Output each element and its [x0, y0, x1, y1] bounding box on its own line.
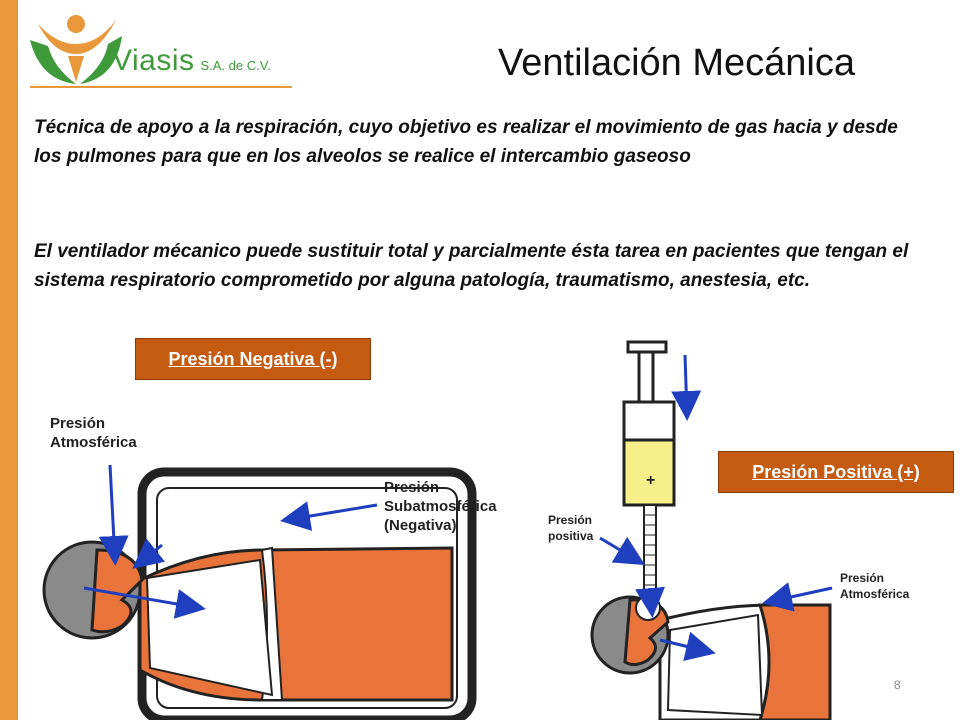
atm-pressure-label-1: Presión	[840, 571, 885, 585]
logo-wordmark	[112, 44, 271, 78]
syringe-tube	[644, 505, 656, 600]
negative-pressure-text: Presión Negativa (-)	[168, 348, 338, 369]
atm-pressure-label-2: Atmosférica	[50, 434, 137, 451]
accent-side-bar	[0, 0, 18, 720]
positive-pressure-diagram	[530, 330, 950, 720]
definition-paragraph: Técnica de apoyo a la respiración, cuyo objetivo es realizar el movimiento de gas hacia y desde los pulmones para que en los alveolos se realice el intercambio gaseoso	[34, 117, 898, 167]
page-number: 8	[894, 678, 901, 692]
positive-pressure-text: Presión Positiva (+)	[752, 461, 920, 482]
atm-pressure-label-2: Atmosférica	[840, 587, 910, 601]
atm-pressure-label-1: Presión	[50, 415, 106, 432]
logo-underline	[30, 86, 292, 88]
logo-suffix: S.A. de C.V.	[200, 58, 271, 73]
plus-sign: +	[646, 472, 656, 489]
ventilator-paragraph: El ventilador mécanico puede sustituir total y parcialmente ésta tarea en pacientes que tengan el sistema respiratorio comprometido por alguna patología, traumatismo, anestesia, etc.	[34, 241, 909, 291]
negative-pressure-diagram	[22, 400, 562, 720]
subatm-arrow	[286, 505, 377, 520]
atm-arrow	[768, 588, 832, 602]
subatm-label-1: Presión	[384, 479, 440, 496]
pos-pressure-label-1: Presión	[548, 513, 593, 527]
pos-pressure-label-2: positiva	[548, 529, 594, 543]
negative-pressure-label	[135, 338, 371, 380]
patient-body	[760, 605, 830, 720]
plunger-arrow	[685, 355, 687, 415]
pos-pressure-arrow	[600, 538, 640, 562]
subatm-label-2: Subatmosférica	[384, 498, 497, 515]
logo-name: Viasis	[112, 44, 195, 77]
slide-title: Ventilación Mecánica	[498, 42, 855, 84]
subatm-label-3: (Negativa)	[384, 517, 457, 534]
